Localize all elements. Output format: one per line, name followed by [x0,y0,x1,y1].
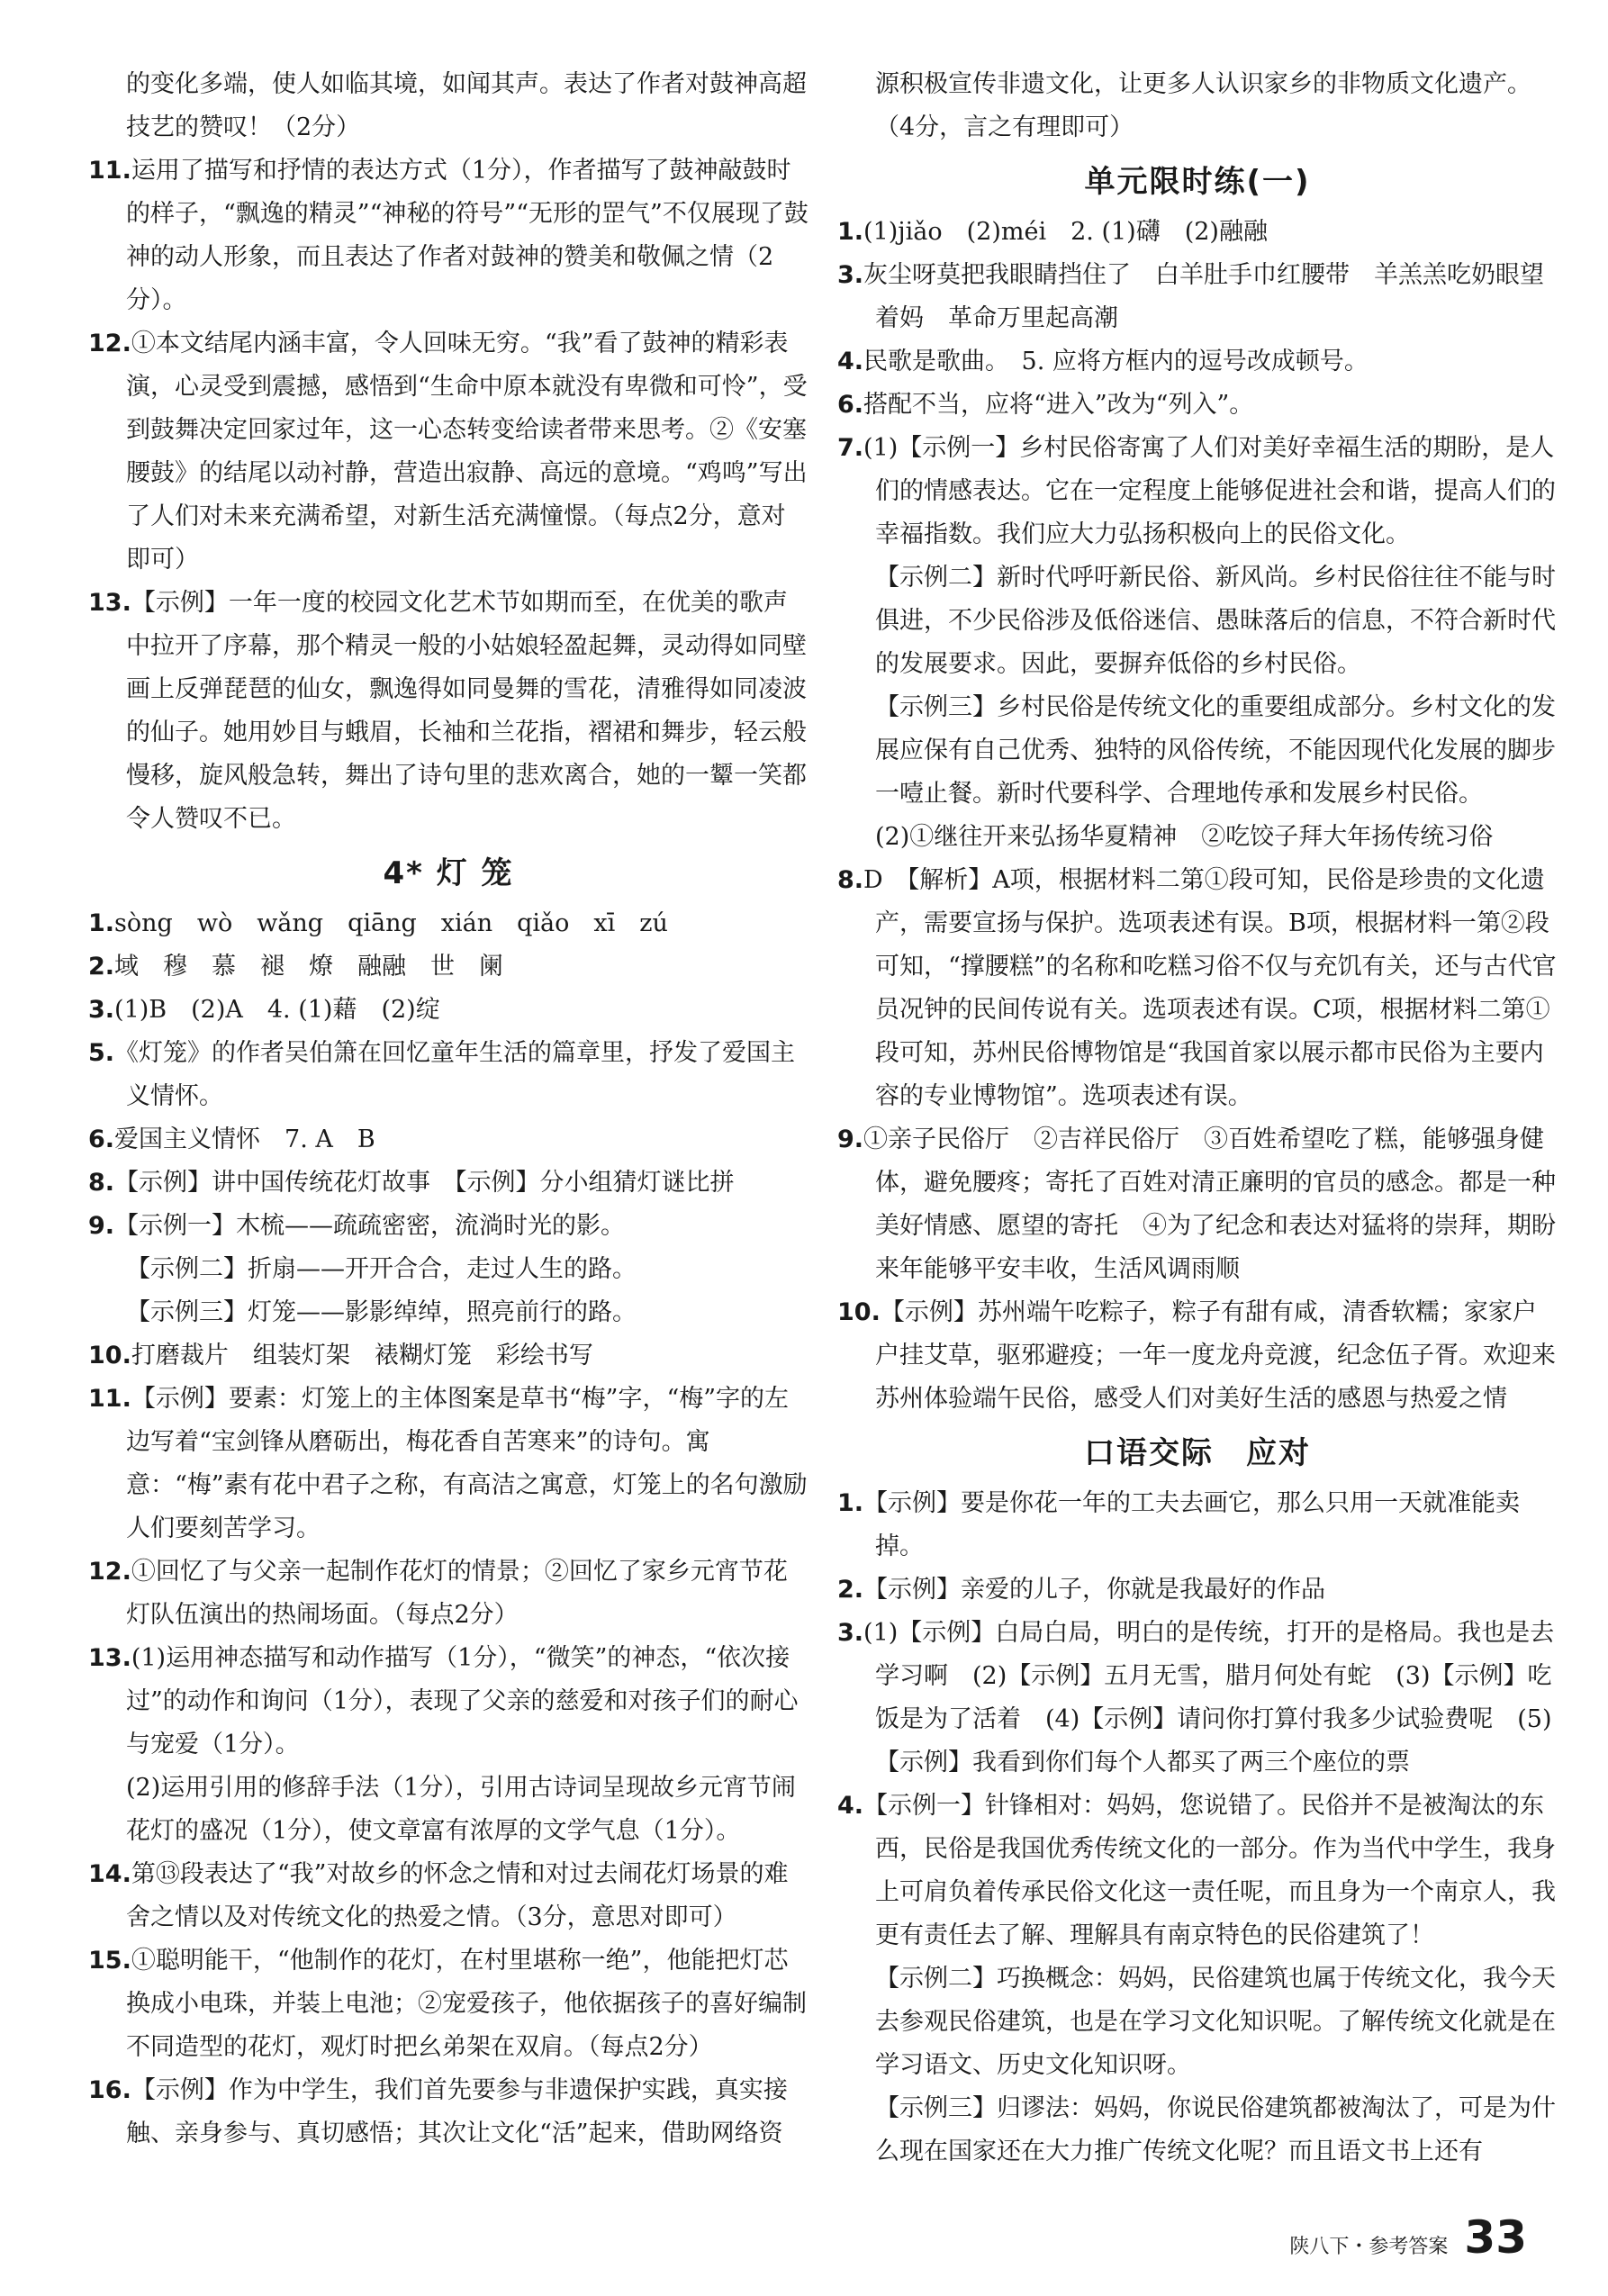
item-number: 11. [88,157,131,185]
item-text: (2)①继往开来弘扬华夏精神 ②吃饺子拜大年扬传统习俗 [875,823,1494,851]
answer-item [837,384,1558,427]
item-text: 第⑬段表达了“我”对故乡的怀念之情和对过去闹花灯场景的难舍之情以及对传统文化的热爱之情。（3分，意思对即可） [126,1860,789,1931]
item-text: (1)jiǎo (2)méi 2. (1)礴 (2)融融 [863,218,1268,246]
item-text: 【示例二】折扇——开开合合，走过人生的路。 [126,1255,637,1283]
answer-continuation [88,1767,809,1853]
item-number: 16. [88,2076,131,2104]
item-text: (1)运用神态描写和动作描写（1分），“微笑”的神态，“依次接过”的动作和询问（1分），表现了父亲的慈爱和对孩子们的耐心与宠爱（1分）。 [126,1644,799,1758]
item-number: 1. [88,909,115,937]
footer-label: 陕八下・参考答案 [1289,2236,1449,2258]
section-heading: 4* 灯 笼 [383,855,514,891]
answer-item [88,322,809,582]
answer-item [837,1482,1558,1568]
item-text: (1)B (2)A 4. (1)藉 (2)绽 [114,996,440,1024]
item-number: 9. [837,1125,864,1153]
item-text: 爱国主义情怀 7. A B [114,1125,375,1153]
answer-item [88,1205,809,1248]
answer-item [88,989,809,1032]
item-text: 灰尘呀莫把我眼睛挡住了 白羊肚手巾红腰带 羊羔羔吃奶眼望着妈 革命万里起高潮 [863,261,1545,332]
item-number: 12. [88,330,131,357]
item-text: D 【解析】A项，根据材料二第①段可知，民俗是珍贵的文化遗产，需要宣扬与保护。选项表述有误。B项，根据材料一第②段可知，“撑腰糕”的名称和吃糕习俗不仅与充饥有关，还与古代官员况钟的民间传说有关。选项表述有误。C项，根据材料二第①段可知，苏州民俗博物馆是“我国首家以展示都市民俗为主要内容的专业博物馆”。选项表述有误。 [863,866,1557,1110]
answer-item [88,582,809,841]
item-text: 《灯笼》的作者吴伯箫在回忆童年生活的篇章里，抒发了爱国主义情怀。 [114,1039,796,1110]
item-number: 5. [88,1039,115,1067]
answer-item [837,1291,1558,1421]
answer-item [837,1568,1558,1612]
left-column [88,63,809,2156]
answer-item [837,1118,1558,1291]
answer-item [88,1032,809,1118]
page-footer [1289,2211,1527,2264]
item-number: 7. [837,434,864,462]
answer-continuation [837,556,1558,686]
item-text: 【示例】苏州端午吃粽子，粽子有甜有咸，清香软糯；家家户户挂艾草，驱邪避疫；一年一度龙舟竞渡，纪念伍子胥。欢迎来苏州体验端午民俗，感受人们对美好生活的感恩与热爱之情 [875,1298,1556,1413]
item-text: 【示例】要素：灯笼上的主体图案是草书“梅”字，“梅”字的左边写着“宝剑锋从磨砺出，梅花香自苦寒来”的诗句。寓意：“梅”素有花中君子之称，有高洁之寓意，灯笼上的名句激励人们要刻苦学习。 [126,1385,808,1542]
item-number: 6. [837,391,864,419]
answer-item [88,1853,809,1939]
item-text: 打磨裁片 组装灯架 裱糊灯笼 彩绘书写 [131,1342,593,1369]
answer-continuation [837,686,1558,816]
answer-continuation [88,1291,809,1334]
item-text: 【示例二】新时代呼吁新民俗、新风尚。乡村民俗往往不能与时俱进，不少民俗涉及低俗迷信、愚昧落后的信息，不符合新时代的发展要求。因此，要摒弃低俗的乡村民俗。 [875,564,1556,678]
item-text: 【示例二】巧换概念：妈妈，民俗建筑也属于传统文化，我今天去参观民俗建筑，也是在学习文化知识呢。了解传统文化就是在学习语文、历史文化知识呀。 [875,1965,1556,2079]
item-number: 1. [837,1489,864,1517]
item-text: 民歌是歌曲。 5. 应将方框内的逗号改成顿号。 [863,348,1369,375]
answer-item [88,2069,809,2156]
item-text: sòng wò wǎng qiāng xián qiǎo xī zú [114,909,668,937]
item-number: 12. [88,1558,131,1586]
answer-continuation [88,63,809,149]
answer-item [837,859,1558,1118]
item-number: 10. [837,1298,881,1326]
answer-item [88,902,809,945]
item-text: 域 穆 慕 褪 燎 融融 世 阑 [114,953,504,981]
section-heading: 口语交际 应对 [1084,1435,1311,1471]
item-number: 4. [837,348,864,375]
answer-continuation [837,1957,1558,2087]
item-text: 运用了描写和抒情的表达方式（1分），作者描写了鼓神敲鼓时的样子，“飘逸的精灵”“神秘的符号”“无形的罡气”不仅展现了鼓神的动人形象，而且表达了作者对鼓神的赞美和敬佩之情（2分）。 [126,157,809,314]
item-text: 【示例一】木梳——疏疏密密，流淌时光的影。 [114,1212,626,1240]
answer-item [837,211,1558,254]
answer-item [88,1550,809,1637]
item-text: ①亲子民俗厅 ②吉祥民俗厅 ③百姓希望吃了糕，能够强身健体，避免腰疼；寄托了百姓对清正廉明的官员的感念。都是一种美好情感、愿望的寄托 ④为了纪念和表达对猛将的崇拜，期盼来年能够平安丰收，生活风调雨顺 [863,1125,1556,1283]
page-number: 33 [1464,2211,1527,2264]
item-text: 搭配不当，应将“进入”改为“列入”。 [863,391,1254,419]
item-text: 【示例三】乡村民俗是传统文化的重要组成部分。乡村文化的发展应保有自己优秀、独特的风俗传统，不能因现代化发展的脚步一噎止餐。新时代要科学、合理地传承和发展乡村民俗。 [875,693,1556,808]
item-text: 的变化多端，使人如临其境，如闻其声。表达了作者对鼓神高超技艺的赞叹！（2分） [126,70,807,141]
answer-item [88,1162,809,1205]
answer-item [837,340,1558,384]
item-number: 15. [88,1947,131,1975]
item-number: 14. [88,1860,131,1888]
item-number: 2. [88,953,115,981]
item-text: (2)运用引用的修辞手法（1分），引用古诗词呈现故乡元宵节闹花灯的盛况（1分），使文章富有浓厚的文学气息（1分）。 [126,1774,796,1845]
item-text: 【示例三】灯笼——影影绰绰，照亮前行的路。 [126,1298,637,1326]
item-text: 【示例】要是你花一年的工夫去画它，那么只用一天就准能卖掉。 [863,1489,1521,1560]
item-number: 13. [88,1644,131,1672]
answer-item [88,1637,809,1767]
answer-continuation [837,2087,1558,2174]
item-text: ①聪明能干，“他制作的花灯，在村里堪称一绝”，他能把灯芯换成小电珠，并装上电池；②宠爱孩子，他依据孩子的喜好编制不同造型的花灯，观灯时把幺弟架在双肩。（每点2分） [126,1947,807,2061]
item-number: 10. [88,1342,131,1369]
item-text: 【示例三】归谬法：妈妈，你说民俗建筑都被淘汰了，可是为什么现在国家还在大力推广传统文化呢？而且语文书上还有 [875,2094,1556,2165]
answer-item [88,1378,809,1550]
item-text: 【示例】作为中学生，我们首先要参与非遗保护实践，真实接触、亲身参与、真切感悟；其次让文化“活”起来，借助网络资 [126,2076,788,2147]
item-number: 9. [88,1212,115,1240]
answer-continuation [837,63,1558,149]
item-number: 1. [837,218,864,246]
item-text: (1)【示例一】乡村民俗寄寓了人们对美好幸福生活的期盼，是人们的情感表达。它在一定程度上能够促进社会和谐，提高人们的幸福指数。我们应大力弘扬积极向上的民俗文化。 [863,434,1556,548]
answer-item [837,254,1558,340]
answer-item [88,1939,809,2069]
item-number: 3. [837,261,864,289]
answer-item [837,1612,1558,1785]
section-heading: 单元限时练(一) [1084,164,1311,200]
item-number: 4. [837,1792,864,1820]
answer-item [837,427,1558,556]
item-number: 6. [88,1125,115,1153]
item-text: 源积极宣传非遗文化，让更多人认识家乡的非物质文化遗产。（4分，言之有理即可） [875,70,1531,141]
answer-item [88,149,809,322]
item-number: 2. [837,1576,864,1604]
item-text: ①回忆了与父亲一起制作花灯的情景；②回忆了家乡元宵节花灯队伍演出的热闹场面。（每点2分） [126,1558,788,1629]
item-number: 3. [88,996,115,1024]
item-text: (1)【示例】白局白局，明白的是传统，打开的是格局。我也是去学习啊 (2)【示例】五月无雪，腊月何处有蛇 (3)【示例】吃饭是为了活着 (4)【示例】请问你打算付我多少试验费呢 (5)【示例】我看到你们每个人都买了两三个座位的票 [863,1619,1555,1776]
item-number: 3. [837,1619,864,1647]
answer-item [88,1118,809,1162]
answer-continuation [837,816,1558,859]
answer-continuation [88,1248,809,1291]
right-column [837,63,1558,2174]
item-number: 8. [837,866,864,894]
item-number: 8. [88,1169,115,1197]
answer-item [837,1785,1558,1957]
item-text: 【示例】一年一度的校园文化艺术节如期而至，在优美的歌声中拉开了序幕，那个精灵一般的小姑娘轻盈起舞，灵动得如同壁画上反弹琵琶的仙女，飘逸得如同曼舞的雪花，清雅得如同凌波的仙子。她用妙目与蛾眉，长袖和兰花指，褶裙和舞步，轻云般慢移，旋风般急转，舞出了诗句里的悲欢离合，她的一颦一笑都令人赞叹不已。 [126,589,807,833]
item-text: ①本文结尾内涵丰富，令人回味无穷。“我”看了鼓神的精彩表演，心灵受到震撼，感悟到“生命中原本就没有卑微和可怜”，受到鼓舞决定回家过年，这一心态转变给读者带来思考。②《安塞腰鼓》的结尾以动衬静，营造出寂静、高远的意境。“鸡鸣”写出了人们对未来充满希望，对新生活充满憧憬。（每点2分，意对即可） [126,330,808,574]
answer-item [88,1334,809,1378]
item-text: 【示例】亲爱的儿子，你就是我最好的作品 [863,1576,1326,1604]
item-text: 【示例一】针锋相对：妈妈，您说错了。民俗并不是被淘汰的东西，民俗是我国优秀传统文化的一部分。作为当代中学生，我身上可肩负着传承民俗文化这一责任呢，而且身为一个南京人，我更有责任去了解、理解具有南京特色的民俗建筑了！ [863,1792,1556,1949]
item-number: 13. [88,589,131,617]
answer-item [88,945,809,989]
item-text: 【示例】讲中国传统花灯故事 【示例】分小组猜灯谜比拼 [114,1169,735,1197]
item-number: 11. [88,1385,131,1413]
